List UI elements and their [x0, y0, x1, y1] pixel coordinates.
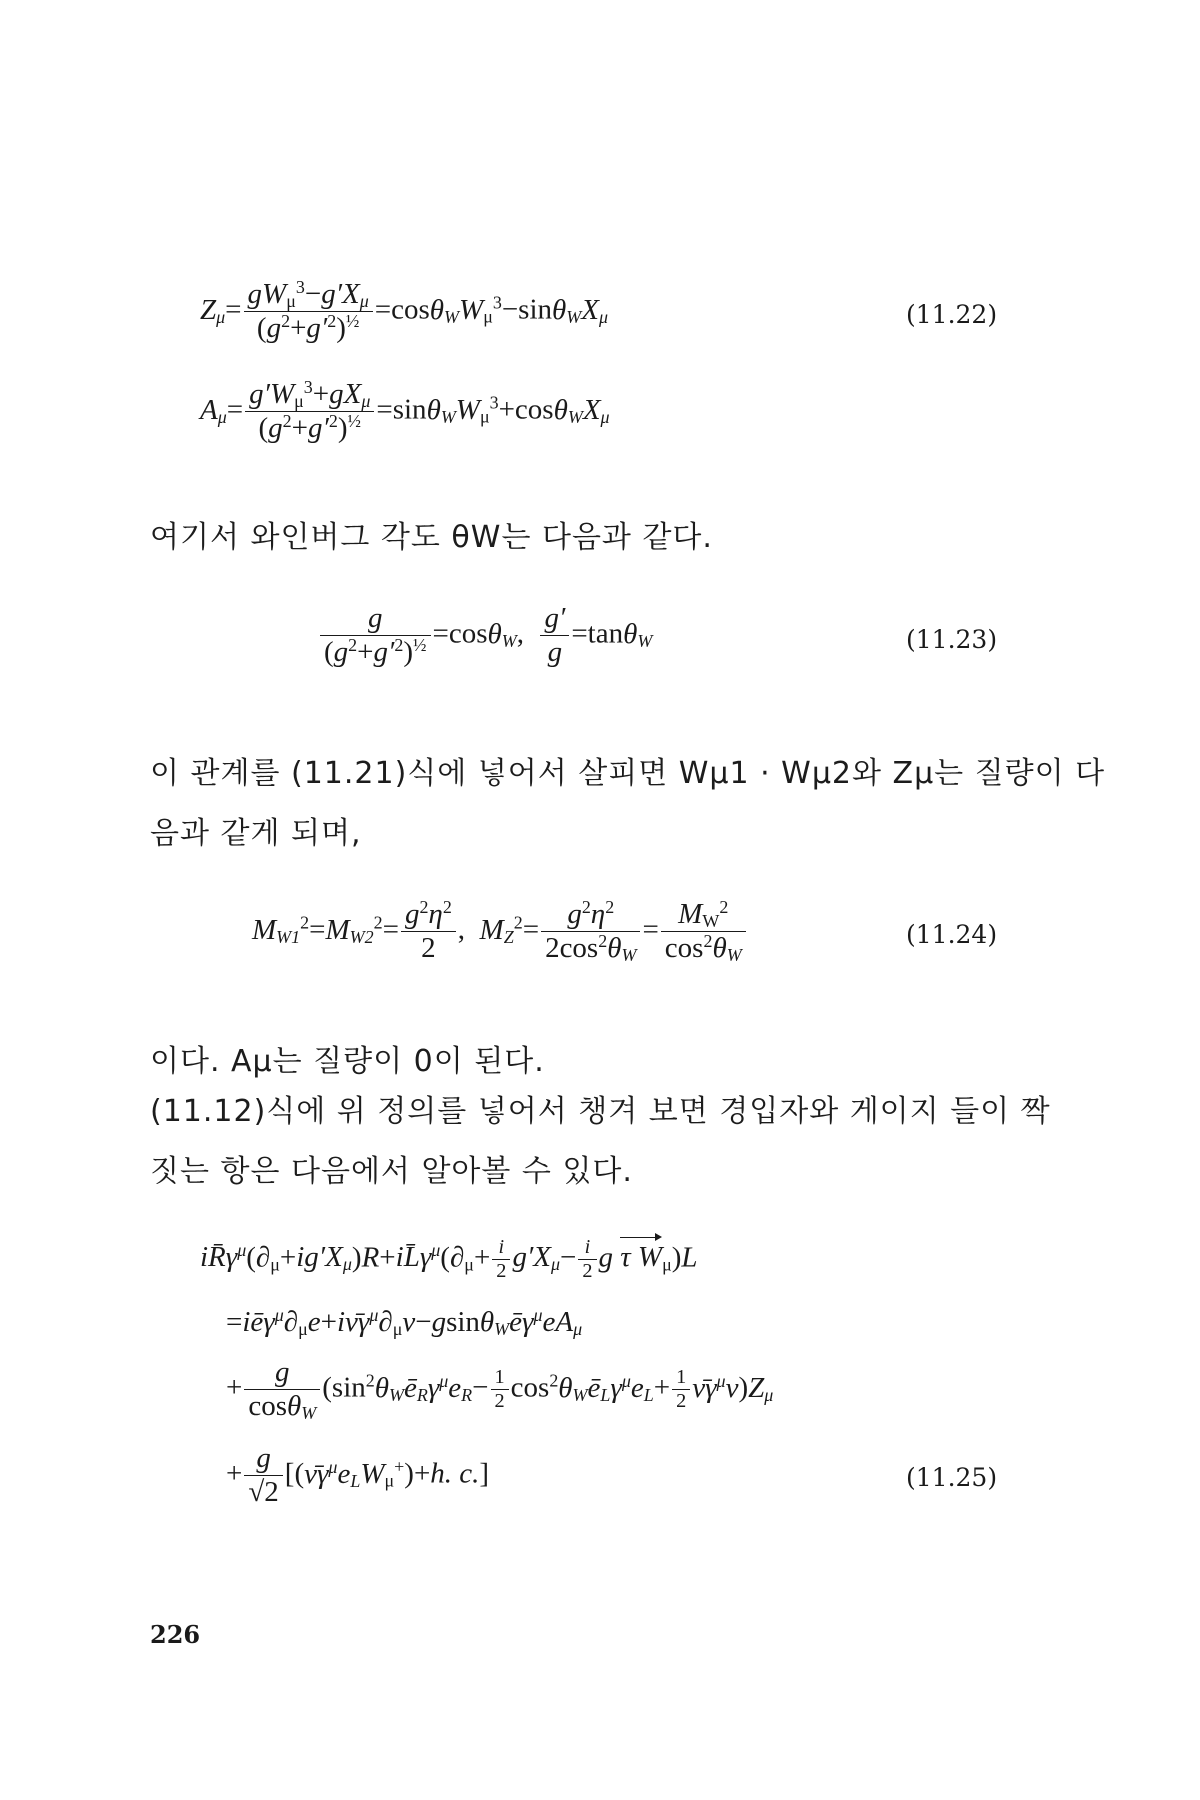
equation-label-11-22: (11.22) [906, 300, 998, 329]
equation-label-11-23: (11.23) [906, 625, 998, 654]
page-number: 226 [150, 1620, 201, 1649]
equation-z-mu: $Z_\mu=$ $\frac{gW_\mu^3-g'X_\mu}{(g^2+g'^2)^{\frac{1}{2}}}$ $=\cos\theta_WW_\mu^3-\sin\theta_WX_\mu$ [200, 277, 608, 345]
equation-lagrangian-line-1: $iR̄\gamma^\mu(\partial_\mu+ig'X_\mu)R+iL̄\gamma^\mu(\partial_\mu+$ $\frac{i}{2}$ $g'X_\mu-$ $\frac{i}{2}$ g τ $W_\mu)L$ [200, 1236, 698, 1283]
equation-lagrangian-line-4: + $\frac{g}{√2}$ [$(\nū\gamma^\mu e_LW_\mu^+)+h$. c.] [226, 1442, 490, 1509]
paragraph-coupling-line-2: 짓는 항은 다음에서 알아볼 수 있다. [150, 1154, 633, 1189]
equation-label-11-24: (11.24) [906, 920, 998, 949]
equation-lagrangian-line-3: + $\frac{g}{\cos\theta_W}$ ($\sin^2\theta_Wē_R\gamma^\mu e_R-$ $\frac{1}{2}$ $\cos^2\theta_Wē_L\gamma^\mu e_L+$ $\frac{1}{2}$ $\nū\gamma^\mu\nu)Z_\mu$ [226, 1356, 774, 1424]
equation-a-mu: $A_\mu=$ $\frac{g'W_\mu^3+gX_\mu}{(g^2+g'^2)^{\frac{1}{2}}}$ $=\sin\theta_WW_\mu^3+\cos\theta_WX_\mu$ [200, 377, 610, 445]
paragraph-photon-massless: 이다. Aμ는 질량이 0이 된다. [150, 1044, 545, 1079]
paragraph-relation-line-2: 음과 같게 되며, [150, 816, 362, 851]
paragraph-relation-line-1: 이 관계를 (11.21)식에 넣어서 살피면 Wμ1 · Wμ2와 Zμ는 질량이 다 [150, 756, 1106, 791]
equation-label-11-25: (11.25) [906, 1463, 998, 1492]
equation-lagrangian-line-2: $=iē\gamma^\mu\partial_\mu e+i\nū\gamma^\mu\partial_\mu\nu-gsin\theta_Wē\gamma^\mu eA_\mu$ [226, 1305, 583, 1339]
paragraph-weinberg-angle: 여기서 와인버그 각도 θW는 다음과 같다. [150, 520, 713, 555]
equation-weinberg-angle: $\frac{g}{(g^2+g'^2)^{\frac{1}{2}}}$ =cosθ$_W$, $\frac{g'}{g}$ =tanθ$_W$ [318, 602, 652, 670]
paragraph-coupling-line-1: (11.12)식에 위 정의를 넣어서 챙겨 보면 경입자와 게이지 들이 짝 [150, 1094, 1051, 1129]
equation-boson-masses: $M_{W1}^2=M_{W2}^2=$ $\frac{g^2\eta^2}{2}$ , $M_Z^2=$ $\frac{g^2\eta^2}{2\cos^2\theta_W}$ = $\frac{M_W^2}{\cos^2\theta_W}$ [252, 898, 748, 966]
